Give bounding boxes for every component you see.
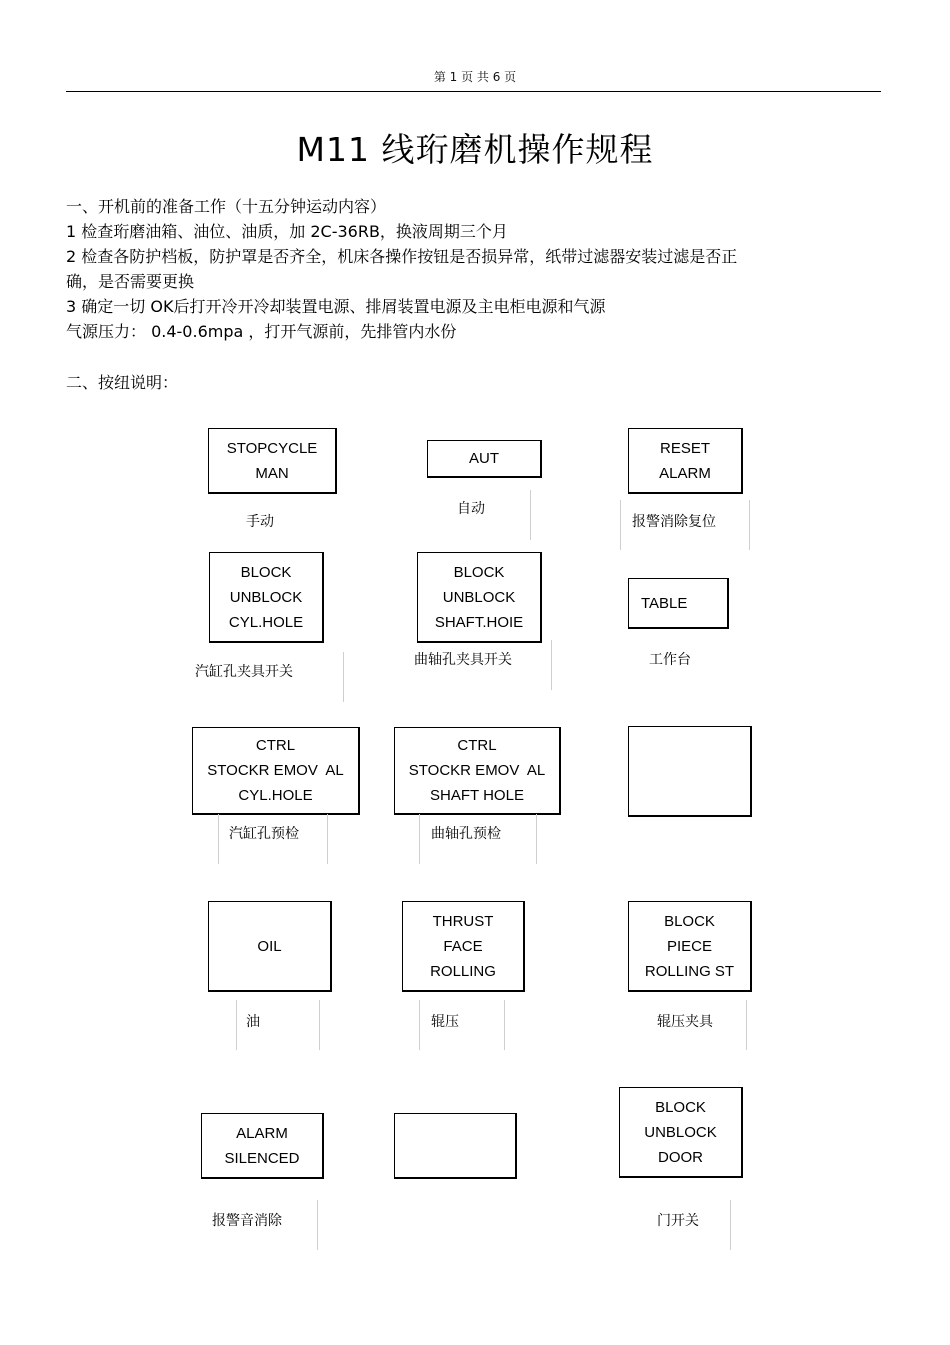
button-text: UNBLOCK: [229, 588, 303, 606]
button-diagram-reset-alarm: [628, 428, 743, 494]
divider-line: [419, 1000, 420, 1050]
divider-line: [319, 1000, 320, 1050]
divider-line: [343, 652, 344, 702]
divider-line: [327, 814, 328, 864]
section1-line: 1 检查珩磨油箱、油位、油质，加 2C-36RB，换液周期三个月: [66, 222, 508, 241]
button-text: SHAFT HOLE: [430, 787, 524, 804]
button-caption: 工作台: [649, 652, 691, 668]
divider-line: [746, 1000, 747, 1050]
button-text: CYL.HOLE: [238, 787, 313, 804]
button-text: FACE: [443, 937, 483, 955]
divider-line: [551, 640, 552, 690]
header-rule: [66, 91, 881, 92]
button-caption: 报警音消除: [212, 1213, 282, 1229]
button-text: MAN: [255, 464, 289, 482]
section1-heading: 一、开机前的准备工作（十五分钟运动内容）: [66, 197, 387, 216]
button-caption: 报警消除复位: [632, 514, 716, 530]
divider-line: [218, 814, 219, 864]
button-caption: 辊压: [431, 1014, 459, 1030]
button-text: UNBLOCK: [442, 588, 516, 606]
button-text: RESET: [659, 439, 710, 457]
button-diagram-table: [628, 578, 729, 629]
section1-line: 气源压力： 0.4-0.6mpa ，打开气源前，先排管内水份: [66, 322, 457, 341]
divider-line: [536, 814, 537, 864]
button-diagram-ctrl-shaft-hole: [394, 727, 561, 815]
button-text: STOCKR EMOV AL: [408, 762, 546, 779]
button-text: CTRL: [457, 737, 497, 754]
button-caption: 曲轴孔夹具开关: [414, 652, 512, 668]
button-diagram-blank: [628, 726, 752, 817]
button-text: TABLE: [641, 594, 688, 612]
button-text: STOPCYCLE: [226, 439, 318, 457]
button-text: BLOCK: [240, 563, 292, 581]
button-text: AUT: [469, 450, 499, 467]
button-caption: 汽缸孔预检: [229, 826, 299, 842]
button-text: PIECE: [666, 937, 712, 955]
button-caption: 曲轴孔预检: [431, 826, 501, 842]
section1-line: 2 检查各防护档板，防护罩是否齐全，机床各操作按钮是否损异常，纸带过滤器安装过滤是否正: [66, 247, 738, 266]
divider-line: [317, 1200, 318, 1250]
button-diagram-block-door: [619, 1087, 743, 1178]
button-text: CTRL: [255, 737, 296, 754]
button-text: UNBLOCK: [644, 1123, 717, 1141]
button-diagram-block-piece-rolling: [628, 901, 752, 992]
divider-line: [504, 1000, 505, 1050]
button-caption: 汽缸孔夹具开关: [195, 664, 293, 680]
button-diagram-stopcycle-man: [208, 428, 337, 494]
page-header: 第 1 页 共 6 页: [433, 70, 517, 84]
button-text: CYL.HOLE: [228, 613, 304, 631]
button-caption: 自动: [457, 501, 485, 517]
button-diagram-aut: [427, 440, 542, 478]
button-text: SILENCED: [224, 1149, 300, 1167]
button-caption: 辊压夹具: [657, 1014, 713, 1030]
divider-line: [620, 500, 621, 550]
section2-heading: 二、按纽说明：: [66, 373, 179, 392]
divider-line: [730, 1200, 731, 1250]
button-text: ROLLING ST: [644, 962, 735, 980]
button-caption: 油: [246, 1014, 260, 1030]
button-diagram-blank: [394, 1113, 517, 1179]
divider-line: [749, 500, 750, 550]
button-text: BLOCK: [664, 912, 715, 930]
button-text: OIL: [257, 937, 282, 955]
page-title: M11 线珩磨机操作规程: [296, 130, 654, 169]
section1-line: 3 确定一切 OK后打开冷开冷却装置电源、排屑装置电源及主电柜电源和气源: [66, 297, 606, 316]
button-text: ALARM: [236, 1124, 288, 1142]
button-text: STOCKR EMOV AL: [207, 762, 344, 779]
button-caption: 手动: [246, 514, 274, 530]
button-text: SHAFT.HOIE: [434, 613, 524, 631]
section1-line: 确，是否需要更换: [66, 272, 195, 291]
divider-line: [419, 814, 420, 864]
button-caption: 门开关: [657, 1213, 699, 1229]
button-text: ROLLING: [430, 962, 496, 980]
button-diagram-thrust-face-rolling: [402, 901, 525, 992]
button-text: BLOCK: [655, 1098, 706, 1116]
button-diagram-alarm-silenced: [201, 1113, 324, 1179]
button-diagram-block-shaft-hole: [417, 552, 542, 643]
button-text: THRUST: [432, 912, 494, 930]
button-diagram-block-cyl-hole: [209, 552, 324, 643]
button-text: DOOR: [658, 1148, 703, 1166]
button-text: ALARM: [659, 464, 711, 482]
button-diagram-ctrl-cyl-hole: [192, 727, 360, 815]
divider-line: [236, 1000, 237, 1050]
button-diagram-oil: [208, 901, 332, 992]
button-text: BLOCK: [453, 563, 505, 581]
divider-line: [530, 490, 531, 540]
